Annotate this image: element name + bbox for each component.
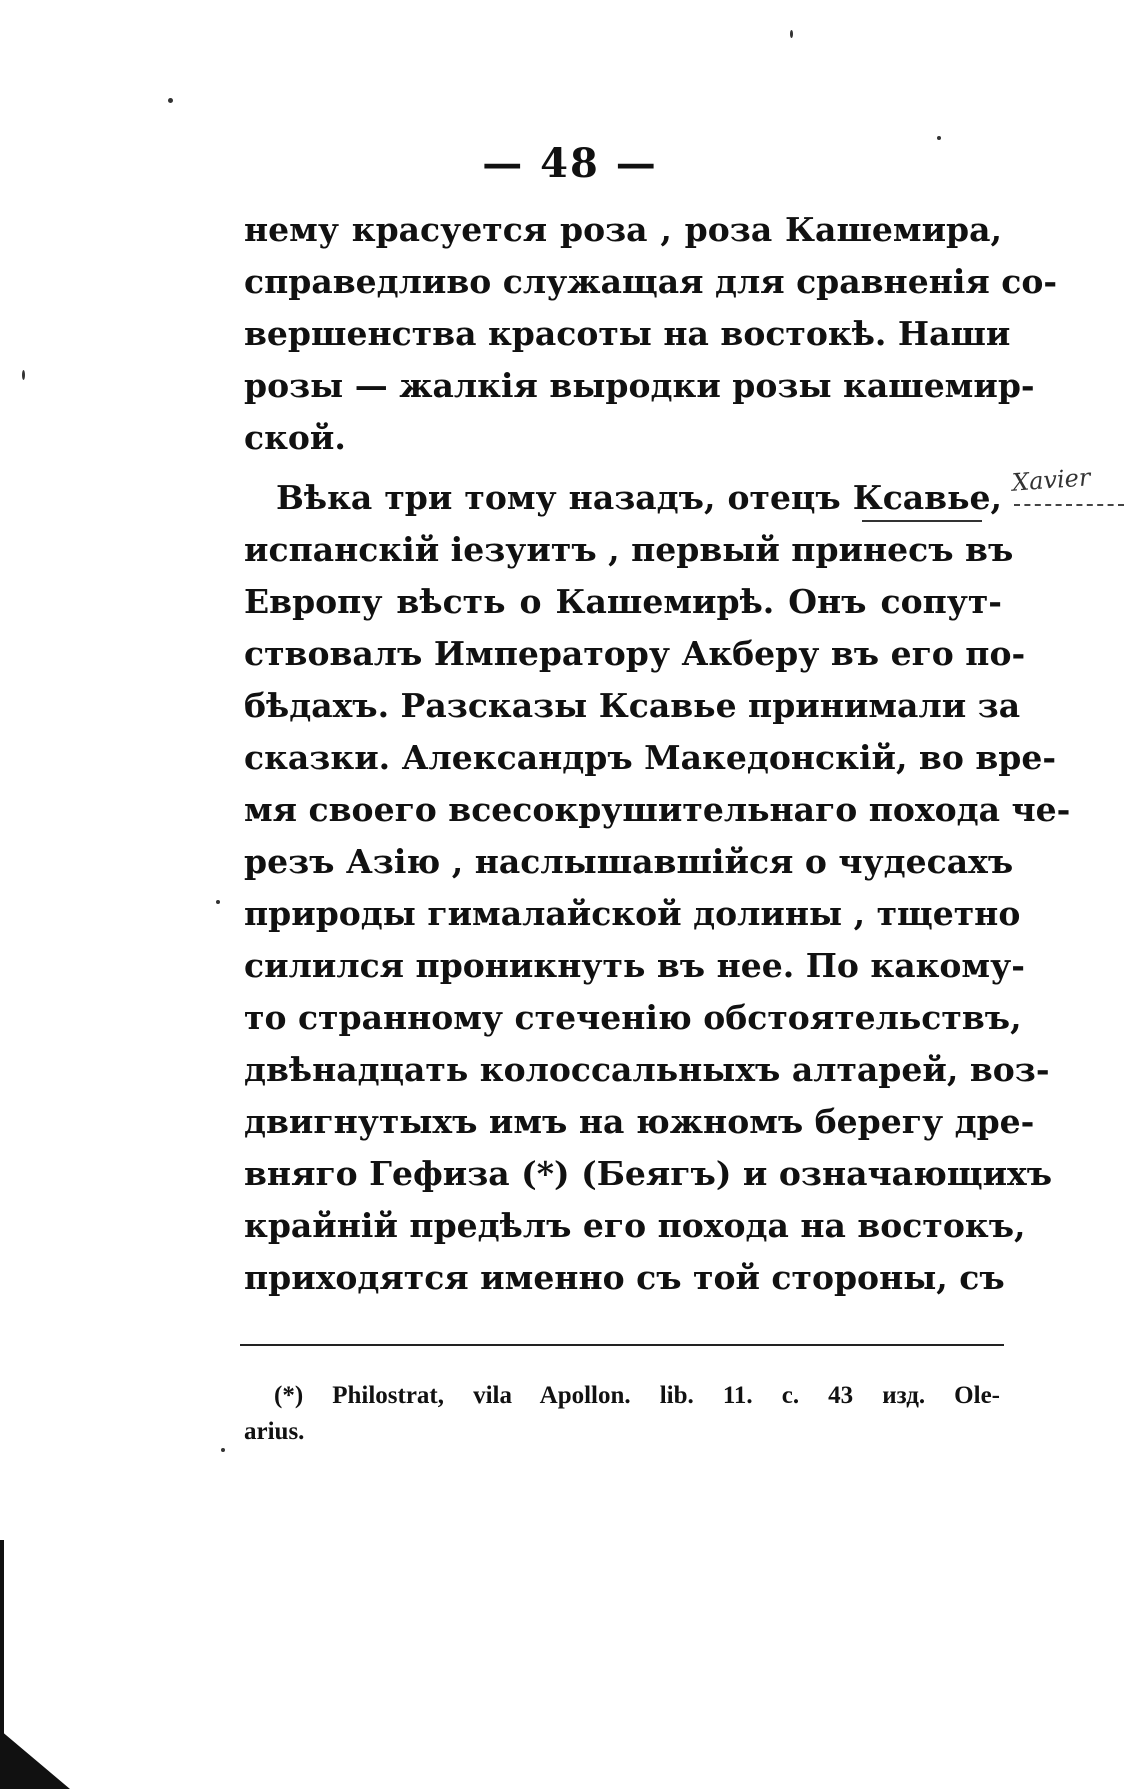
margin-annotation: Xavier (1011, 463, 1092, 497)
text-line: то странному стеченію обстоятельствъ, (244, 998, 1022, 1037)
footnote-line: (*) Philostrat, vila Apollon. lib. 11. c. 43 изд. Ole- (274, 1382, 1000, 1409)
text-line: резъ Азію , наслышавшійся о чудесахъ (244, 842, 1014, 881)
footnote-separator (240, 1344, 1004, 1346)
text-line: справедливо служащая для сравненія со- (244, 262, 1058, 301)
footnote-line: arius. (244, 1418, 305, 1445)
scan-speck (937, 136, 941, 140)
text-line: Вѣка три тому назадъ, отецъ Ксавье, (276, 478, 1002, 517)
text-line: вершенства красоты на востокѣ. Наши (244, 314, 1011, 353)
text-line: силился проникнуть въ нее. По какому- (244, 946, 1025, 985)
scan-speck (790, 30, 793, 38)
page-number: — 48 — (482, 140, 658, 187)
margin-annotation-underline (1014, 504, 1124, 506)
text-line: ствовалъ Императору Акберу въ его по- (244, 634, 1026, 673)
text-line: нему красуется роза , роза Кашемира, (244, 210, 1002, 249)
scan-speck (221, 1448, 225, 1452)
paragraph-gap (244, 464, 1002, 472)
text-line: природы гималайской долины , тщетно (244, 894, 1021, 933)
text-line: двѣнадцать колоссальныхъ алтарей, воз- (244, 1050, 1050, 1089)
footnote (244, 1378, 1000, 1450)
text-line: вняго Гефиза (*) (Беягъ) и означающихъ (244, 1154, 1053, 1193)
scan-speck (22, 370, 25, 380)
handwritten-underline (862, 520, 982, 522)
scan-edge-shadow (0, 1730, 70, 1789)
text-line: крайній предѣлъ его похода на востокъ, (244, 1206, 1026, 1245)
scan-speck (216, 900, 220, 904)
text-line: бѣдахъ. Разсказы Ксавье принимали за (244, 686, 1021, 725)
scan-speck (168, 98, 173, 103)
text-line: мя своего всесокрушительнаго похода че- (244, 790, 1071, 829)
text-line: розы — жалкія выродки розы кашемир- (244, 366, 1035, 405)
text-line: испанскій іезуитъ , первый принесъ въ (244, 530, 1014, 569)
text-line: Европу вѣсть о Кашемирѣ. Онъ сопут- (244, 582, 1002, 621)
text-line: приходятся именно съ той стороны, съ (244, 1258, 1005, 1297)
text-line: сказки. Александръ Македонскій, во вре- (244, 738, 1057, 777)
text-line: двигнутыхъ имъ на южномъ берегу дре- (244, 1102, 1035, 1141)
text-line: ской. (244, 418, 346, 457)
